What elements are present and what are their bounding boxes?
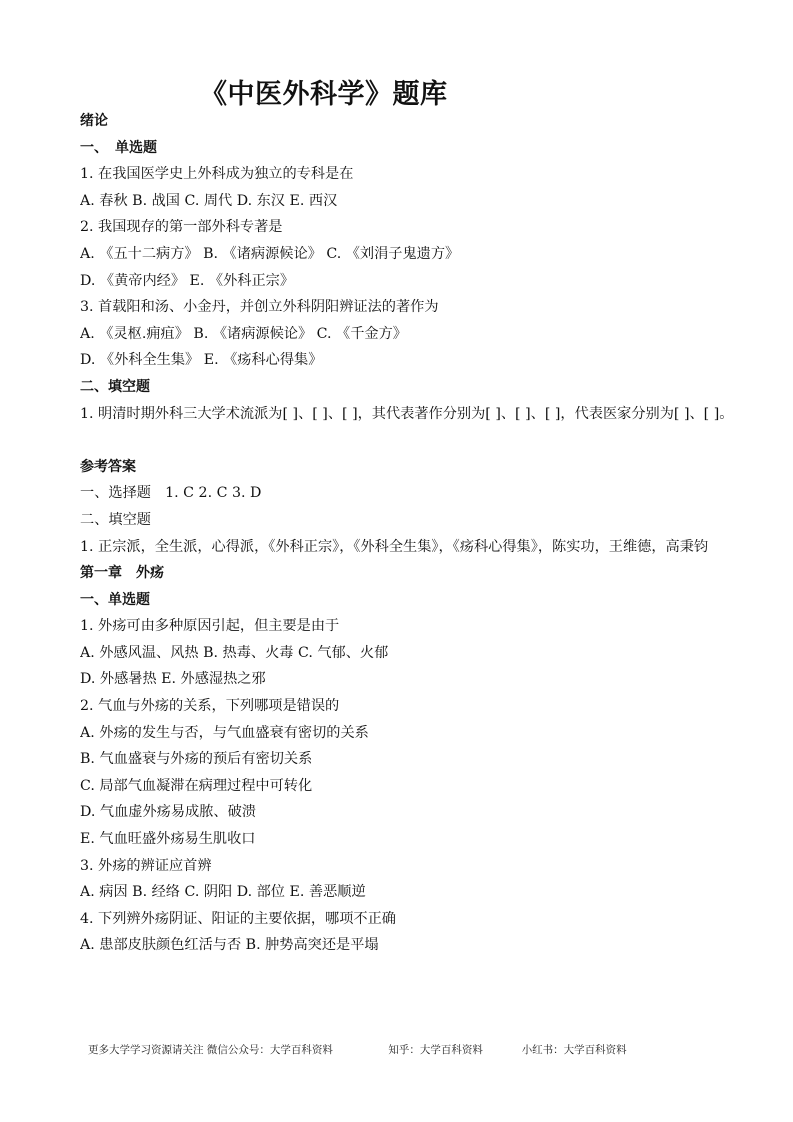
- text-line: D. 气血虚外疡易成脓、破溃: [80, 804, 256, 821]
- blank-line: [80, 427, 793, 454]
- section-heading: 二、填空题: [80, 378, 150, 395]
- text-line: 1. 在我国医学史上外科成为独立的专科是在: [80, 166, 354, 183]
- footer-wechat: 更多大学学习资源请关注 微信公众号：大学百科资料: [88, 1044, 333, 1056]
- section-heading: 绪论: [80, 113, 108, 129]
- section-heading: 一、 单选题: [80, 139, 157, 156]
- text-line: D. 外感暑热 E. 外感湿热之邪: [80, 671, 266, 688]
- text-line: 4. 下列辨外疡阴证、阳证的主要依据，哪项不正确: [80, 910, 396, 927]
- text-line: A. 《灵枢.痈疽》 B. 《诸病源候论》 C. 《千金方》: [80, 325, 407, 342]
- text-line: E. 气血旺盛外疡易生肌收口: [80, 831, 256, 848]
- footer-zhihu: 知乎：大学百科资料: [388, 1044, 483, 1056]
- footer-xiaohongshu: 小红书：大学百科资料: [521, 1044, 627, 1056]
- text-line: A. 外感风温、风热 B. 热毒、火毒 C. 气郁、火郁: [80, 644, 389, 661]
- text-line: A. 患部皮肤颜色红活与否 B. 肿势高突还是平塌: [80, 937, 379, 954]
- text-line: A. 外疡的发生与否，与气血盛衰有密切的关系: [80, 724, 369, 741]
- section-heading: 参考答案: [80, 458, 136, 475]
- text-line: 二、填空题: [80, 511, 151, 528]
- document-body: [80, 108, 793, 959]
- text-line: A. 《五十二病方》 B. 《诸病源候论》 C. 《刘涓子鬼遗方》: [80, 245, 460, 262]
- text-line: C. 局部气血凝滞在病理过程中可转化: [80, 777, 313, 794]
- text-line: 2. 气血与外疡的关系，下列哪项是错误的: [80, 698, 340, 715]
- section-heading: 第一章 外疡: [80, 565, 164, 582]
- page-footer: [88, 1042, 728, 1057]
- document-title: 《中医外科学》题库: [200, 79, 448, 110]
- text-line: 3. 首载阳和汤、小金丹，并创立外科阴阳辨证法的著作为: [80, 299, 439, 316]
- text-line: 1. 外疡可由多种原因引起，但主要是由于: [80, 618, 340, 635]
- text-line: D. 《外科全生集》 E. 《疡科心得集》: [80, 352, 323, 369]
- text-line: 1. 正宗派，全生派，心得派，《外科正宗》，《外科全生集》，《疡科心得集》，陈实功，王维德，高秉钧: [80, 538, 709, 555]
- text-line: A. 病因 B. 经络 C. 阴阳 D. 部位 E. 善恶顺逆: [80, 884, 366, 901]
- text-line: A. 春秋 B. 战国 C. 周代 D. 东汉 E. 西汉: [80, 192, 338, 209]
- text-line: B. 气血盛衰与外疡的预后有密切关系: [80, 751, 313, 768]
- text-line: D. 《黄帝内经》 E. 《外科正宗》: [80, 272, 295, 289]
- section-heading: 一、单选题: [80, 591, 150, 608]
- text-line: 3. 外疡的辨证应首辨: [80, 857, 212, 874]
- text-line: 一、选择题 1. C 2. C 3. D: [80, 485, 262, 502]
- text-line: 2. 我国现存的第一部外科专著是: [80, 219, 283, 236]
- text-line: 1. 明清时期外科三大学术流派为[ ]、[ ]、[ ]，其代表著作分别为[ ]、[ ]、[ ]，代表医家分别为[ ]、[ ]。: [80, 405, 734, 422]
